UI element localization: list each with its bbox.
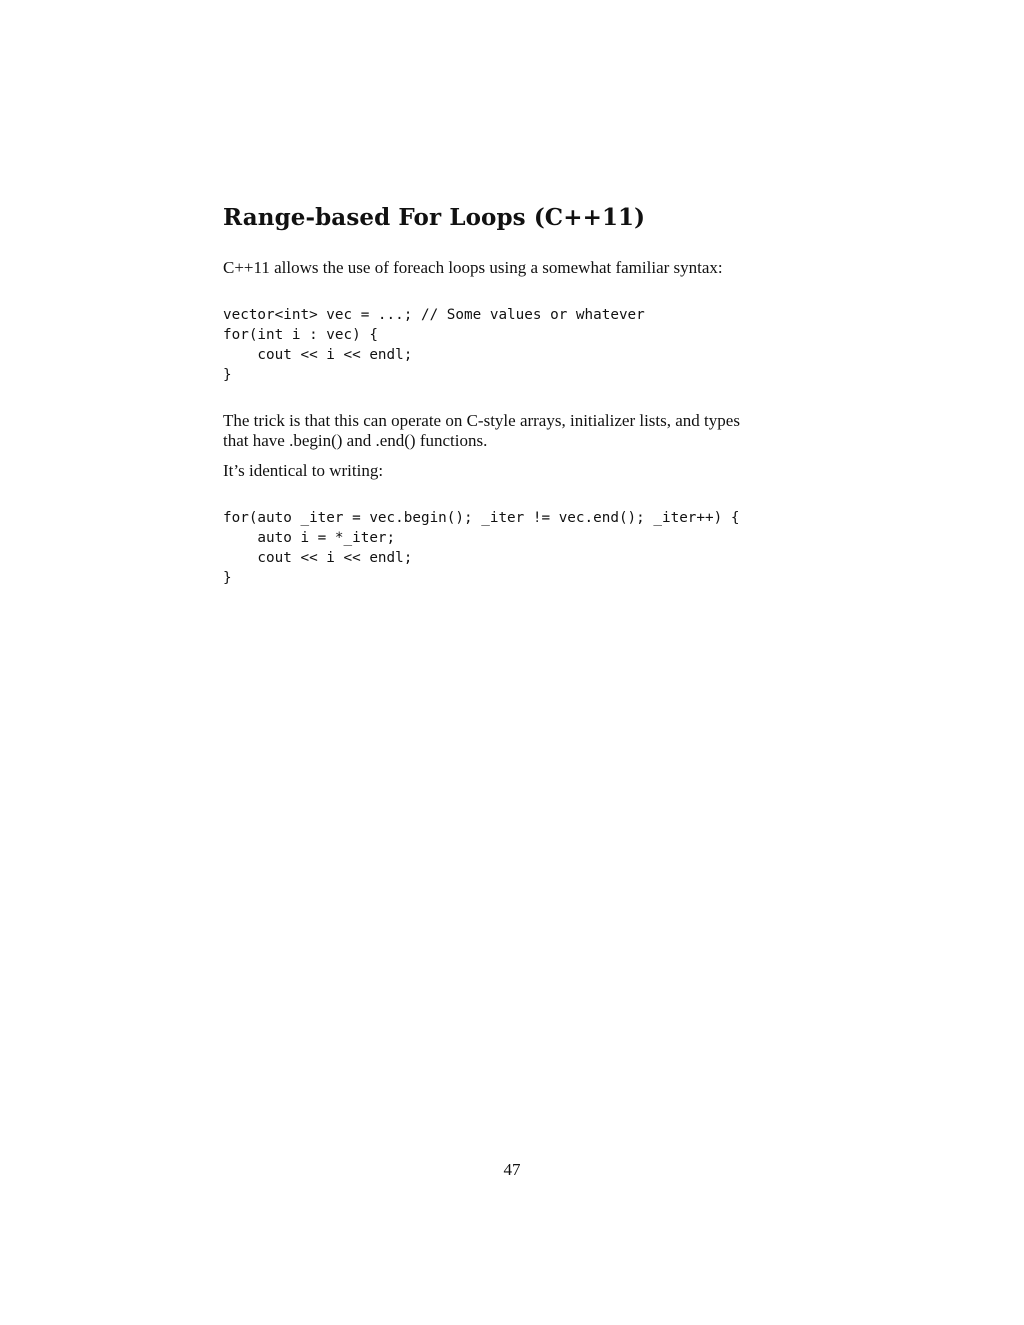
explanation-line-1: The trick is that this can operate on C-style arrays, initializer lists, and types [223,411,740,430]
code-line: } [223,570,232,586]
code-line: for(int i : vec) { [223,327,378,343]
page-number: 47 [503,1160,521,1179]
code-block-range-loop [223,305,645,385]
equivalence-paragraph: It’s identical to writing: [223,461,384,480]
code-line: for(auto _iter = vec.begin(); _iter != vec.end(); _iter++) { [223,510,740,526]
section-title: Range-based For Loops (C++11) [223,204,646,231]
code-line: auto i = *_iter; [223,530,396,546]
code-line: vector<int> vec = ...; // Some values or whatever [223,307,645,323]
explanation-line-2: that have .begin() and .end() functions. [223,431,488,450]
code-line: } [223,367,232,383]
document-page [223,0,823,1325]
code-line: cout << i << endl; [223,550,413,566]
code-block-iterator-loop [223,508,739,588]
code-line: cout << i << endl; [223,347,413,363]
intro-paragraph: C++11 allows the use of foreach loops using a somewhat familiar syntax: [223,258,723,277]
